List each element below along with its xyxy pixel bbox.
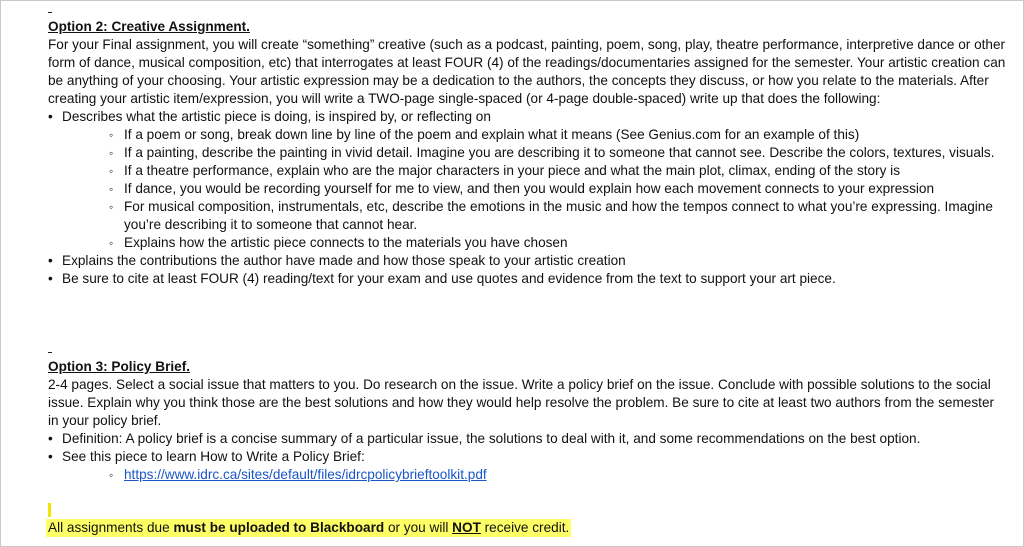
footer-note bbox=[46, 519, 571, 537]
option3-bullet-1: • Definition: A policy brief is a concise summary of a particular issue, the solutions to deal with it, and some recommendations on the best option. bbox=[0, 430, 1008, 448]
option3-bullet-2 bbox=[0, 448, 1008, 484]
option2-sub-3: ◦ If a theatre performance, explain who are the major characters in your piece and what the main plot, climax, ending of the story is bbox=[0, 162, 1008, 180]
option2-bullet-2: • Explains the contributions the author have made and how those speak to your artistic creation bbox=[0, 252, 1008, 270]
policy-brief-link[interactable]: https://www.idrc.ca/sites/default/files/idrcpolicybrieftoolkit.pdf bbox=[124, 467, 487, 482]
option2-sub-1: ◦ If a poem or song, break down line by line of the poem and explain what it means (See Genius.com for an example of this) bbox=[0, 126, 1008, 144]
option3-intro: 2-4 pages. Select a social issue that matters to you. Do research on the issue. Write a policy brief on the issue. Conclude with possible solutions to the social issue. Explain why you think those are the best solutions and how they would help resolve the problem. Be sure to cite at least two authors from the semester in your policy brief. bbox=[48, 377, 995, 428]
option3-bullets bbox=[0, 430, 1008, 484]
footer-text-2: must be uploaded to Blackboard bbox=[173, 520, 385, 535]
option2-bullet-3: • Be sure to cite at least FOUR (4) reading/text for your exam and use quotes and evidence from the text to support your art piece. bbox=[0, 270, 1008, 288]
option2-bullet-1 bbox=[0, 108, 1008, 252]
option2-heading-title: Creative Assignment. bbox=[111, 19, 250, 34]
option3-heading bbox=[48, 358, 1008, 376]
option2-sub-2: ◦ If a painting, describe the painting in vivid detail. Imagine you are describing it to someone that cannot see. Describe the colors, textures, visuals. bbox=[0, 144, 1008, 162]
option3-section bbox=[48, 358, 1008, 484]
footer-highlight bbox=[46, 519, 571, 537]
option2-sub-6: ◦ Explains how the artistic piece connects to the materials you have chosen bbox=[0, 234, 1008, 252]
option3-bullet-2-text: See this piece to learn How to Write a Policy Brief: bbox=[62, 449, 365, 464]
option2-bullets bbox=[0, 108, 1008, 288]
option2-intro: For your Final assignment, you will create “something” creative (such as a podcast, painting, poem, song, play, theatre performance, interpretive dance or other form of dance, musical composition, etc) that interrogates at least FOUR (4) of the readings/documentaries assigned for the semester. Your artistic creation can be anything of your choosing. Your artistic expression may be a dedication to the authors, the concepts they discuss, or how you relate to the materials. After creating your artistic item/expression, you will write a TWO-page single-spaced (or 4-page double-spaced) write up that does the following: bbox=[48, 37, 1006, 106]
footer-text-5: receive credit. bbox=[480, 520, 570, 535]
text-cursor-marker bbox=[48, 503, 51, 517]
option2-sub-5: ◦ For musical composition, instrumentals, etc, describe the emotions in the music and how the tempos connect to what you’re expressing. Imagine you’re describing it to someone that cannot hear. bbox=[0, 198, 1008, 234]
option2-bullet-1-text: Describes what the artistic piece is doing, is inspired by, or reflecting on bbox=[62, 109, 491, 124]
option3-heading-text: Option 3: Policy Brief. bbox=[48, 359, 190, 374]
option3-link-item bbox=[0, 466, 1008, 484]
option2-subbullets bbox=[0, 126, 1008, 252]
section-marker bbox=[48, 12, 52, 13]
footer-text-4: NOT bbox=[452, 520, 481, 535]
option3-subbullets bbox=[0, 466, 1008, 484]
footer-text-3: or you will bbox=[384, 520, 453, 535]
option2-sub-4: ◦ If dance, you would be recording yourself for me to view, and then you would explain how each movement connects to your expression bbox=[0, 180, 1008, 198]
option2-heading bbox=[48, 18, 1008, 36]
option2-section bbox=[48, 18, 1008, 288]
footer-text-1: All assignments due bbox=[48, 520, 174, 535]
option2-heading-prefix: Option 2: bbox=[48, 19, 112, 34]
section-marker-2 bbox=[48, 352, 52, 353]
